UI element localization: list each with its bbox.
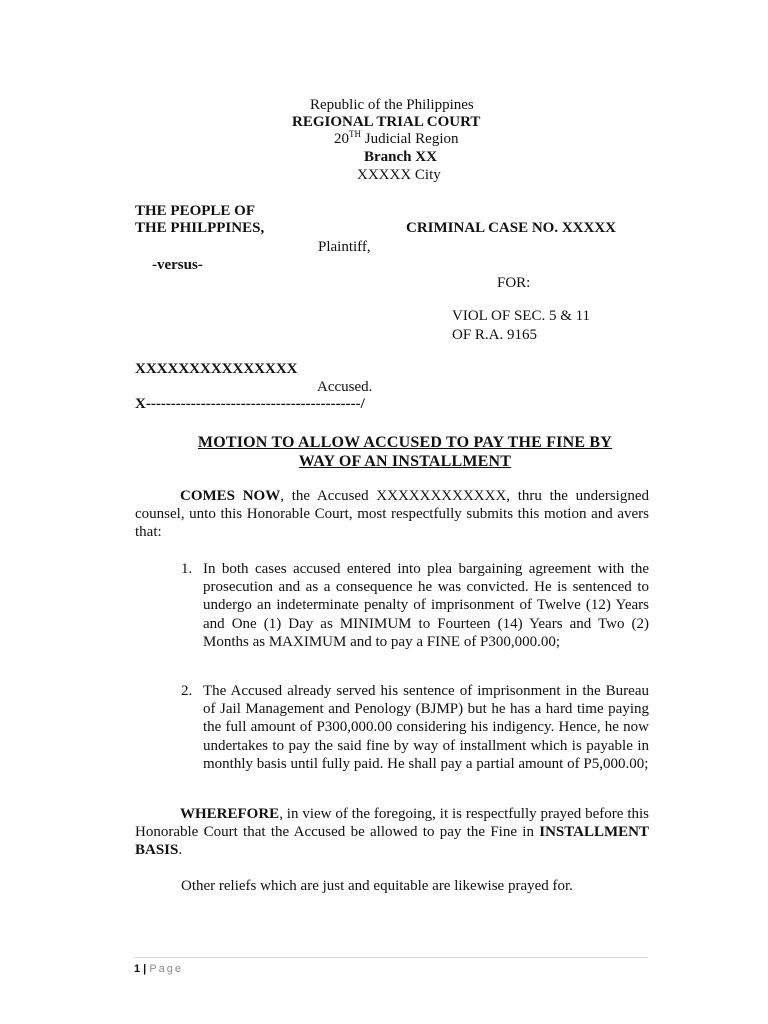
motion-title-line2: WAY OF AN INSTALLMENT xyxy=(298,453,512,470)
wherefore-text: , in view of the foregoing, it is respectfully prayed before this Honorable Court that the Accused be allowed to pay the Fine in xyxy=(135,806,649,841)
item-1-number: 1. xyxy=(181,561,193,577)
intro-bold: COMES NOW xyxy=(180,488,281,504)
item-1-text: In both cases accused entered into plea bargaining agreement with the prosecution and as a consequence he was convicted. He is sentenced to undergo an indeterminate penalty of imprisonment of Twelve (12) Years and One (1) Day as MINIMUM to Fourteen (14) Years and Two (2) Months as MAXIMUM and to pay a FINE of P300,000.00; xyxy=(203,561,649,650)
intro-paragraph xyxy=(135,487,649,542)
header-city: XXXXX City xyxy=(357,167,441,183)
versus-label: -versus- xyxy=(152,257,203,273)
plaintiff-name-line1: THE PEOPLE OF xyxy=(135,203,256,219)
wherefore-bold-end: INSTALLMENT BASIS xyxy=(135,824,649,859)
accused-name: XXXXXXXXXXXXXXX xyxy=(135,361,298,377)
charge-line1: VIOL OF SEC. 5 & 11 xyxy=(452,308,591,324)
wherefore-paragraph xyxy=(135,805,649,860)
header-region: 20TH Judicial Region xyxy=(334,129,459,147)
header-branch: Branch XX xyxy=(364,149,437,165)
motion-title-line1: MOTION TO ALLOW ACCUSED TO PAY THE FINE BY xyxy=(197,434,613,451)
intro-text: , the Accused XXXXXXXXXXXX, thru the undersigned counsel, unto this Honorable Court, most respectfully submits this motion and avers that: xyxy=(135,488,649,541)
header-republic: Republic of the Philippines xyxy=(310,97,474,113)
page-number: 1 xyxy=(134,963,141,975)
item-2-text: The Accused already served his sentence of imprisonment in the Bureau of Jail Management and Penology (BJMP) but he has a hard time paying the full amount of P300,000.00 considering his indigency. Hence, he now undertakes to pay the said fine by way of installment which is payable in monthly basis until fully paid. He shall pay a partial amount of P5,000.00; xyxy=(203,683,649,772)
page-footer xyxy=(134,957,648,978)
footer-separator: | xyxy=(140,963,150,975)
other-reliefs: Other reliefs which are just and equitable are likewise prayed for. xyxy=(181,878,573,894)
plaintiff-label: Plaintiff, xyxy=(318,239,371,255)
item-2-number: 2. xyxy=(181,683,193,699)
wherefore-end: . xyxy=(178,842,183,859)
case-number: CRIMINAL CASE NO. XXXXX xyxy=(406,220,617,236)
accused-label: Accused. xyxy=(317,379,373,395)
plaintiff-name-line2: THE PHILPPINES, xyxy=(135,220,265,236)
caption-separator: X-------------------------------------------/ xyxy=(135,396,365,412)
page-word: Page xyxy=(149,963,184,975)
for-label: FOR: xyxy=(497,275,531,291)
wherefore-bold: WHEREFORE xyxy=(180,806,280,822)
header-court: REGIONAL TRIAL COURT xyxy=(292,114,481,130)
charge-line2: OF R.A. 9165 xyxy=(452,327,538,343)
